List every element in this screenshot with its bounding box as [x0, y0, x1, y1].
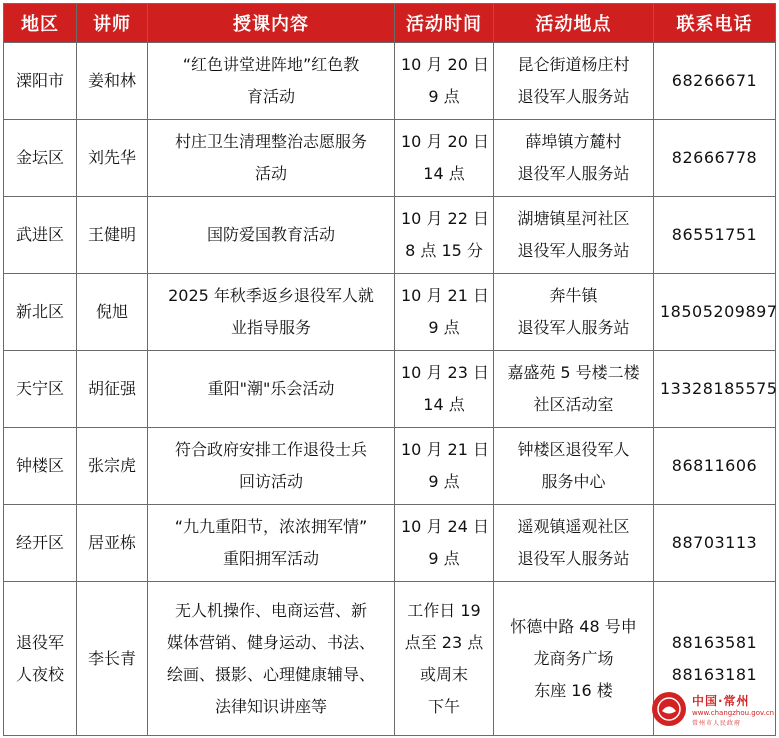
content-line: 媒体营销、健身运动、书法、: [166, 632, 375, 652]
location-line: 湖塘镇星河社区: [517, 209, 630, 228]
content-line: 绘画、摄影、心理健康辅导、: [166, 664, 375, 684]
teacher-cell: [77, 197, 148, 274]
region-line: 天宁区: [15, 379, 64, 398]
region-cell: [4, 351, 77, 428]
teacher-cell: [77, 120, 148, 197]
header-phone: 联系电话: [654, 4, 776, 43]
content-line: “红色讲堂进阵地”红色教: [182, 55, 360, 74]
phone-cell: [654, 274, 776, 351]
region-line: 退役军: [15, 632, 64, 652]
time-line: 10 月 21 日: [401, 440, 489, 459]
location-cell: [494, 120, 654, 197]
table-header-row: [4, 4, 776, 43]
phone-line: 88703113: [671, 533, 758, 552]
region-line: 金坛区: [15, 148, 64, 167]
location-line: 退役军人服务站: [517, 549, 630, 568]
location-line: 奔牛镇: [549, 286, 598, 305]
teacher-cell: [77, 274, 148, 351]
phone-line: 88163581: [671, 632, 758, 652]
content-line: 业指导服务: [230, 318, 311, 337]
time-cell: [395, 43, 494, 120]
teacher-cell: [77, 43, 148, 120]
watermark-url: www.changzhou.gov.cn: [692, 709, 775, 717]
phone-line: 88163181: [671, 664, 758, 684]
activity-table: [3, 3, 776, 736]
time-line: 8 点 15 分: [405, 241, 483, 260]
time-line: 点至 23 点: [404, 632, 484, 652]
location-line: 退役军人服务站: [517, 87, 630, 106]
changzhou-gov-watermark: [652, 690, 775, 730]
location-cell: [494, 274, 654, 351]
table-row: [4, 197, 776, 274]
header-time: 活动时间: [395, 4, 494, 43]
phone-line: 68266671: [671, 71, 758, 90]
content-line: 回访活动: [238, 472, 303, 491]
content-cell: [148, 505, 395, 582]
content-cell: [148, 43, 395, 120]
region-line: 经开区: [15, 533, 64, 552]
time-line: 10 月 23 日: [401, 363, 489, 382]
teacher-text: 姜和林: [87, 71, 136, 90]
phone-line: 18505209897: [660, 302, 778, 321]
content-line: 重阳拥军活动: [222, 549, 319, 568]
content-line: 重阳"潮"乐会活动: [207, 379, 335, 398]
teacher-text: 王健明: [87, 225, 136, 244]
location-cell: [494, 351, 654, 428]
location-cell: [494, 43, 654, 120]
header-region: 地区: [4, 4, 77, 43]
phone-cell: [654, 505, 776, 582]
location-line: 服务中心: [541, 472, 606, 491]
location-line: 龙商务广场: [533, 648, 614, 668]
phone-line: 13328185575: [660, 379, 778, 398]
time-cell: [395, 351, 494, 428]
region-cell: [4, 274, 77, 351]
region-cell: [4, 197, 77, 274]
time-line: 工作日 19: [407, 600, 481, 620]
time-line: 下午: [427, 696, 460, 716]
table-row: [4, 43, 776, 120]
region-line: 钟楼区: [15, 456, 64, 475]
phone-line: 86551751: [671, 225, 758, 244]
teacher-cell: [77, 351, 148, 428]
time-line: 10 月 20 日: [401, 55, 489, 74]
time-cell: [395, 197, 494, 274]
time-cell: [395, 274, 494, 351]
region-line: 溧阳市: [15, 71, 64, 90]
region-cell: [4, 505, 77, 582]
location-cell: [494, 197, 654, 274]
table-row: [4, 120, 776, 197]
header-location: 活动地点: [494, 4, 654, 43]
content-line: 育活动: [246, 87, 295, 106]
region-line: 新北区: [15, 302, 64, 321]
time-cell: [395, 582, 494, 736]
time-line: 或周末: [419, 664, 468, 684]
time-line: 10 月 22 日: [401, 209, 489, 228]
phone-line: 86811606: [671, 456, 758, 475]
time-line: 14 点: [423, 395, 465, 414]
content-line: 村庄卫生清理整治志愿服务: [174, 132, 367, 151]
location-line: 薛埠镇方麓村: [525, 132, 622, 151]
phone-cell: [654, 43, 776, 120]
content-line: 2025 年秋季返乡退役军人就: [168, 286, 374, 305]
location-line: 嘉盛苑 5 号楼二楼: [507, 363, 640, 382]
table-row: [4, 505, 776, 582]
location-line: 昆仑街道杨庄村: [517, 55, 630, 74]
region-cell: [4, 582, 77, 736]
table-body: [4, 43, 776, 736]
time-line: 9 点: [428, 549, 460, 568]
location-line: 钟楼区退役军人: [517, 440, 630, 459]
teacher-cell: [77, 428, 148, 505]
content-cell: [148, 274, 395, 351]
content-cell: [148, 351, 395, 428]
header-teacher: 讲师: [77, 4, 148, 43]
time-line: 14 点: [423, 164, 465, 183]
header-content: 授课内容: [148, 4, 395, 43]
content-line: 国防爱国教育活动: [206, 225, 335, 244]
content-cell: [148, 197, 395, 274]
location-line: 退役军人服务站: [517, 241, 630, 260]
teacher-text: 张宗虎: [87, 456, 136, 475]
time-line: 10 月 20 日: [401, 132, 489, 151]
content-line: “九九重阳节，浓浓拥军情”: [174, 517, 368, 536]
teacher-text: 李长青: [87, 648, 136, 668]
phone-cell: [654, 197, 776, 274]
location-cell: [494, 505, 654, 582]
table-row: [4, 428, 776, 505]
region-cell: [4, 428, 77, 505]
time-line: 10 月 24 日: [401, 517, 489, 536]
region-line: 人夜校: [15, 664, 64, 684]
location-line: 退役军人服务站: [517, 318, 630, 337]
location-cell: [494, 428, 654, 505]
table-row: [4, 274, 776, 351]
table-row: [4, 351, 776, 428]
teacher-cell: [77, 582, 148, 736]
location-cell: [494, 582, 654, 736]
teacher-cell: [77, 505, 148, 582]
time-line: 9 点: [428, 318, 460, 337]
time-line: 9 点: [428, 472, 460, 491]
city-emblem-icon: [652, 692, 686, 726]
phone-cell: [654, 428, 776, 505]
content-cell: [148, 428, 395, 505]
time-line: 10 月 21 日: [401, 286, 489, 305]
phone-cell: [654, 120, 776, 197]
teacher-text: 刘先华: [87, 148, 136, 167]
phone-line: 82666778: [671, 148, 758, 167]
watermark-title: 中国·常州: [692, 694, 750, 708]
content-line: 活动: [254, 164, 287, 183]
location-line: 遥观镇遥观社区: [517, 517, 630, 536]
location-line: 退役军人服务站: [517, 164, 630, 183]
watermark-subtitle: 常州市人民政府: [692, 720, 742, 727]
content-line: 法律知识讲座等: [214, 696, 327, 716]
time-cell: [395, 428, 494, 505]
time-line: 9 点: [428, 87, 460, 106]
location-line: 东座 16 楼: [534, 680, 613, 700]
time-cell: [395, 120, 494, 197]
content-line: 符合政府安排工作退役士兵: [174, 440, 367, 459]
content-cell: [148, 120, 395, 197]
region-line: 武进区: [15, 225, 64, 244]
phone-cell: [654, 351, 776, 428]
region-cell: [4, 120, 77, 197]
content-cell: [148, 582, 395, 736]
teacher-text: 倪旭: [95, 302, 128, 321]
location-line: 社区活动室: [533, 395, 614, 414]
teacher-text: 居亚栋: [87, 533, 136, 552]
time-cell: [395, 505, 494, 582]
region-cell: [4, 43, 77, 120]
teacher-text: 胡征强: [87, 379, 136, 398]
location-line: 怀德中路 48 号申: [510, 616, 637, 636]
content-line: 无人机操作、电商运营、新: [174, 600, 367, 620]
